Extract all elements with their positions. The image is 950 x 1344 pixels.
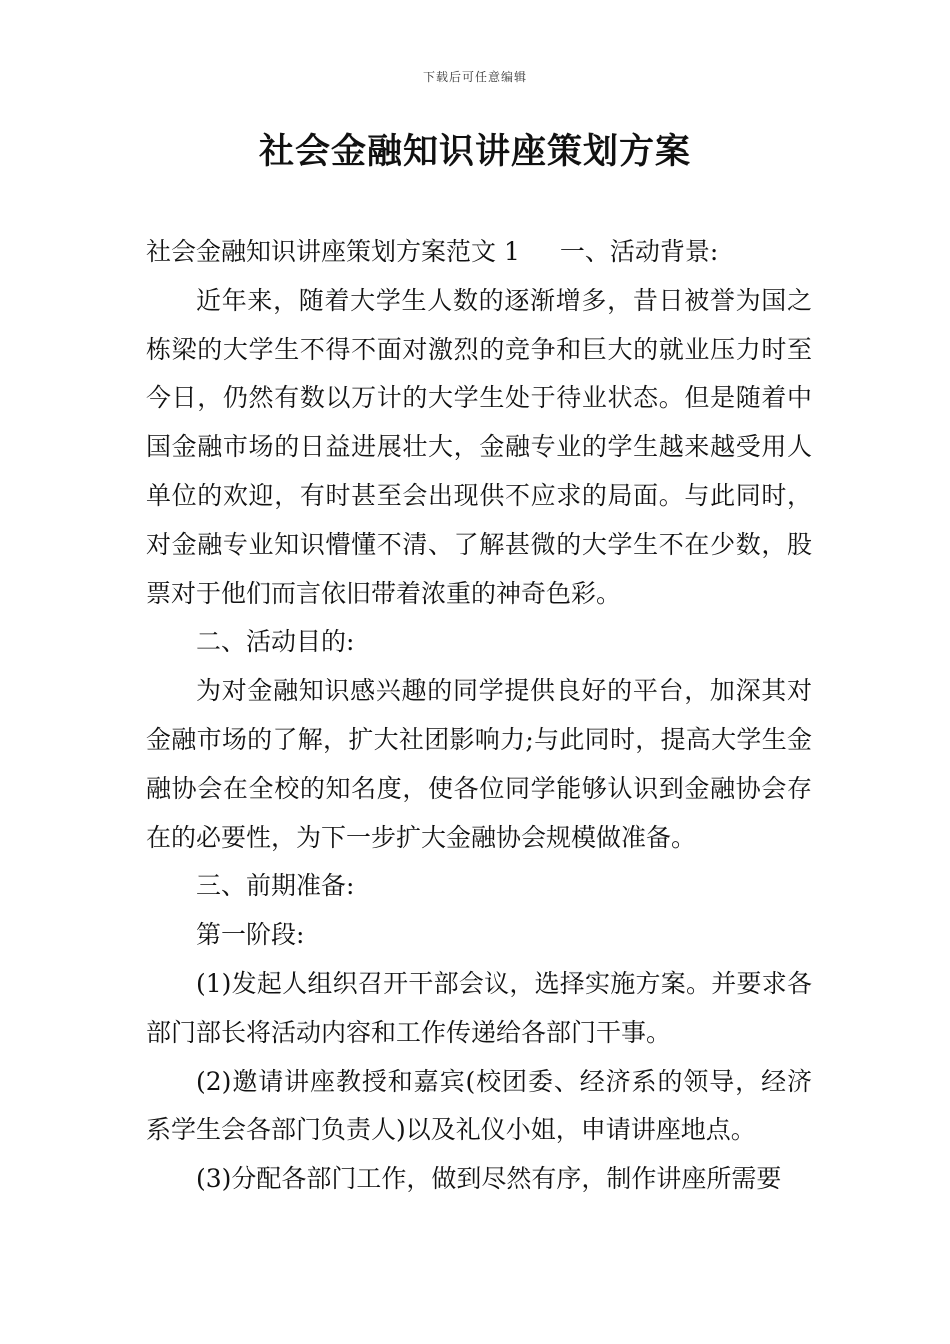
paragraph-background: 近年来，随着大学生人数的逐渐增多，昔日被誉为国之栋梁的大学生不得不面对激烈的竞争和巨大的就业压力时至今日，仍然有数以万计的大学生处于待业状态。但是随着中国金融市场的日益进展壮大，金融专业的学生越来越受用人单位的欢迎，有时甚至会出现供不应求的局面。与此同时，对金融专业知识懵懂不清、了解甚微的大学生不在少数，股票对于他们而言依旧带着浓重的神奇色彩。 xyxy=(146,285,812,608)
paragraph-purpose: 为对金融知识感兴趣的同学提供良好的平台，加深其对金融市场的了解，扩大社团影响力;与此同时，提高大学生金融协会在全校的知名度，使各位同学能够认识到金融协会存在的必要性，为下一步扩大金融协会规模做准备。 xyxy=(146,676,812,852)
header-note: 下载后可任意编辑 xyxy=(422,70,527,84)
lead-line xyxy=(146,228,812,277)
document-body xyxy=(146,228,812,1204)
lead-title: 社会金融知识讲座策划方案范文 1 xyxy=(146,237,520,266)
document-title: 社会金融知识讲座策划方案 xyxy=(258,132,691,172)
section-heading-purpose: 二、活动目的: xyxy=(196,627,355,657)
section-heading-background: 一、活动背景: xyxy=(559,237,719,266)
list-item-3: (3)分配各部门工作，做到尽然有序，制作讲座所需要 xyxy=(196,1164,782,1194)
list-item-2: (2)邀请讲座教授和嘉宾(校团委、经济系的领导，经济系学生会各部门负责人)以及礼仪小姐，申请讲座地点。 xyxy=(146,1066,812,1145)
stage-heading-first: 第一阶段: xyxy=(196,920,305,950)
list-item-1: (1)发起人组织召开干部会议，选择实施方案。并要求各部门部长将活动内容和工作传递给各部门干事。 xyxy=(146,968,812,1047)
section-heading-preparation: 三、前期准备: xyxy=(196,871,355,901)
